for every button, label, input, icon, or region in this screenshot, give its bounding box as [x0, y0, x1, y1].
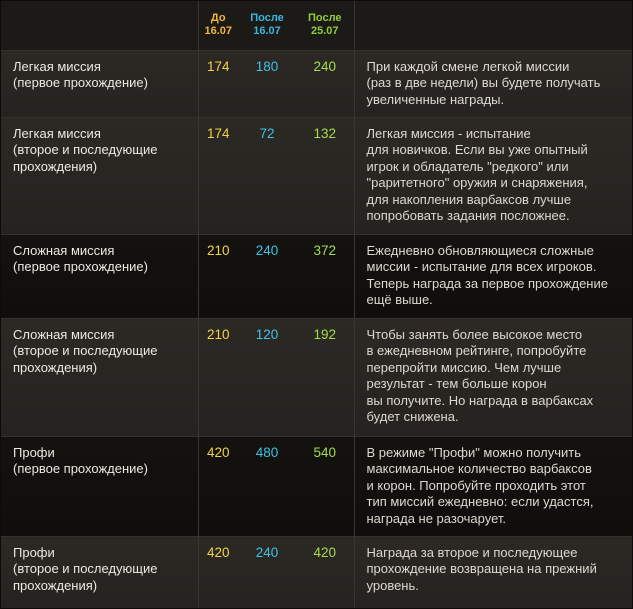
value-before: 420 — [198, 436, 238, 536]
mission-description: Награда за второе и последующее прохождение возвращена на прежний уровень. — [354, 536, 633, 609]
header-before-1607: До 16.07 — [198, 0, 238, 50]
header-after-1607: После 16.07 — [250, 12, 284, 37]
mission-description: При каждой смене легкой миссии (раз в две недели) вы будете получать увеличенные награды. — [354, 50, 633, 117]
table-row — [0, 117, 633, 234]
value-after: 240 — [255, 544, 279, 560]
table-row — [0, 50, 633, 117]
table-row — [0, 536, 633, 609]
value-after: 120 — [255, 326, 279, 342]
value-before: 174 — [198, 117, 238, 234]
value-after: 240 — [255, 242, 279, 258]
table-header-row — [0, 0, 633, 50]
mission-description: Чтобы занять более высокое место в ежедневном рейтинге, попробуйте перепройти миссию. Чем лучше результат - тем больше корон вы получите. Но награда в варбаксах будет снижена. — [354, 318, 633, 436]
value-new: 420 — [313, 544, 337, 560]
mission-description: В режиме "Профи" можно получить максимальное количество варбаксов и корон. Попробуйте проходить этот тип миссий ежедневно: если удастся, награда не разочарует. — [354, 436, 633, 536]
header-mission — [0, 0, 198, 50]
value-new: 540 — [313, 444, 337, 460]
mission-name: Легкая миссия (второе и последующие прохождения) — [13, 125, 158, 174]
value-new: 132 — [313, 125, 337, 141]
value-new: 372 — [313, 242, 337, 258]
mission-name: Легкая миссия (первое прохождение) — [13, 58, 148, 90]
mission-name: Профи (второе и последующие прохождения) — [13, 544, 158, 593]
value-new: 192 — [313, 326, 337, 342]
header-after-2507: После 25.07 — [307, 12, 342, 37]
value-after: 480 — [255, 444, 279, 460]
value-before: 174 — [198, 50, 238, 117]
mission-description: Легкая миссия - испытание для новичков. Если вы уже опытный игрок и обладатель "редкого" или "раритетного" оружия и снаряжения, для накопления варбаксов лучше попробовать задания посложнее. — [354, 117, 633, 234]
value-before: 420 — [198, 536, 238, 609]
value-new: 240 — [313, 58, 337, 74]
mission-name: Сложная миссия (первое прохождение) — [13, 242, 148, 274]
header-description — [354, 0, 633, 50]
mission-name: Профи (первое прохождение) — [13, 444, 148, 476]
mission-description: Ежедневно обновляющиеся сложные миссии - испытание для всех игроков. Теперь награда за первое прохождение ещё выше. — [354, 234, 633, 318]
value-before: 210 — [198, 234, 238, 318]
value-after: 72 — [259, 125, 275, 141]
table-row — [0, 436, 633, 536]
table-row — [0, 318, 633, 436]
value-after: 180 — [255, 58, 279, 74]
value-before: 210 — [198, 318, 238, 436]
mission-name: Сложная миссия (второе и последующие прохождения) — [13, 326, 158, 375]
table-row — [0, 234, 633, 318]
